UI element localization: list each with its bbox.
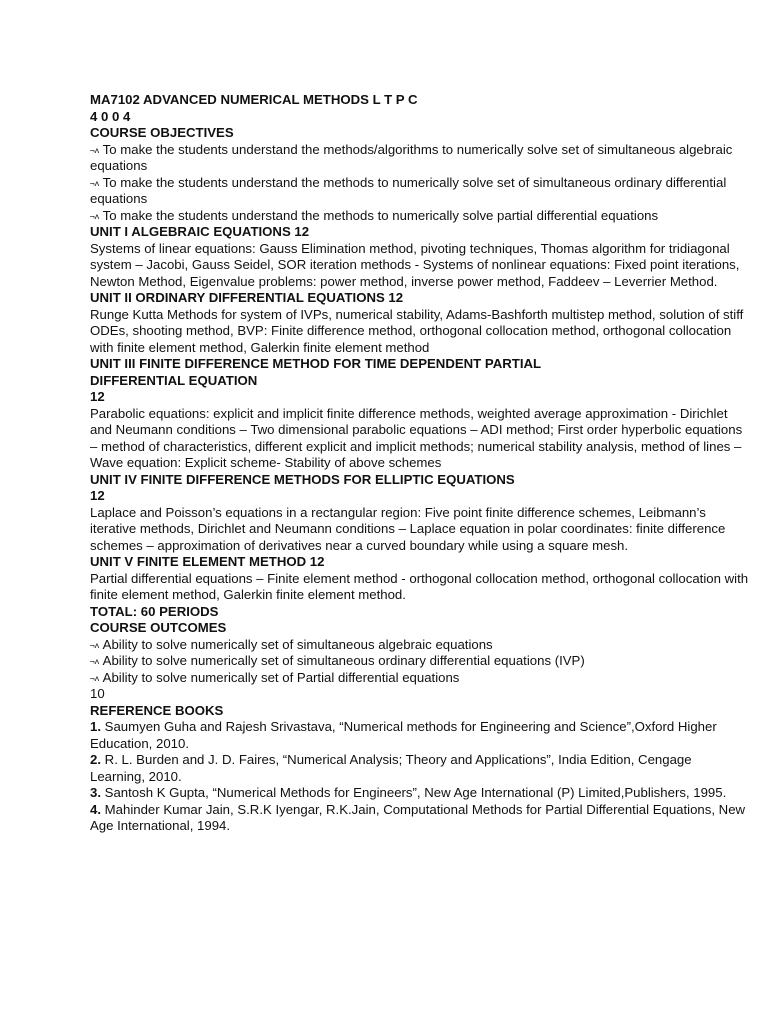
outcome-item xyxy=(90,637,750,654)
outcome-item xyxy=(90,670,750,687)
unit-body: Parabolic equations: explicit and implicit finite difference methods, weighted average approximation - Dirichlet and Neumann conditions – Two dimensional parabolic equations – ADI method; First order hyperbolic equations – method of characteristics, different explicit and implicit methods; numerical stability analysis, method of lines – Wave equation: Explicit scheme- Stability of above schemes xyxy=(90,405,743,470)
unit-body: Systems of linear equations: Gauss Elimination method, pivoting techniques, Thomas algorithm for tridiagonal system – Jacobi, Gauss Seidel, SOR iteration methods - Systems of nonlinear equations: Fixed point iterations, Newton Method, Eigenvalue problems: power method, inverse power method, Faddeev – Leverrier Method. xyxy=(90,240,740,289)
reference-item xyxy=(90,785,750,802)
outcome-text: Ability to solve numerically set of Partial differential equations xyxy=(102,669,460,685)
reference-item xyxy=(90,752,750,785)
bullet-icon: ¬ʌ xyxy=(89,211,100,221)
objective-text: To make the students understand the methods/algorithms to numerically solve set of simultaneous algebraic equations xyxy=(90,141,733,173)
reference-text: Mahinder Kumar Jain, S.R.K Iyengar, R.K.Jain, Computational Methods for Partial Differential Equations, New Age International, 1994. xyxy=(90,801,746,833)
bullet-icon: ¬ʌ xyxy=(89,673,100,683)
reference-number: 1. xyxy=(90,719,101,734)
bullet-icon: ¬ʌ xyxy=(89,178,100,188)
ltpc-values: 4 0 0 4 xyxy=(90,108,131,124)
outcome-text: Ability to solve numerically set of simultaneous algebraic equations xyxy=(102,636,493,652)
bullet-icon: ¬ʌ xyxy=(89,145,100,155)
unit-heading: UNIT IV FINITE DIFFERENCE METHODS FOR ELLIPTIC EQUATIONS xyxy=(90,471,515,487)
bullet-icon: ¬ʌ xyxy=(89,640,100,650)
total-periods: TOTAL: 60 PERIODS xyxy=(90,603,219,619)
reference-number: 3. xyxy=(90,785,101,800)
reference-number: 4. xyxy=(90,801,101,817)
unit-hours: 12 xyxy=(90,488,105,503)
objective-text: To make the students understand the methods to numerically solve set of simultaneous ordinary differential equations xyxy=(90,174,727,206)
outcome-item xyxy=(90,653,750,670)
objective-item xyxy=(90,142,750,175)
objective-item xyxy=(90,175,750,208)
unit-body: Laplace and Poisson’s equations in a rectangular region: Five point finite difference schemes, Leibmann’s iterative methods, Dirichlet and Neumann conditions – Laplace equation in polar coordinates: finite difference schemes – approximation of derivatives near a curved boundary while using a square mesh. xyxy=(90,504,726,553)
reference-text: Santosh K Gupta, “Numerical Methods for Engineers”, New Age International (P) Limited,Publishers, 1995. xyxy=(104,785,727,800)
objective-item xyxy=(90,208,750,225)
unit-heading: UNIT II ORDINARY DIFFERENTIAL EQUATIONS 12 xyxy=(90,290,404,305)
objectives-heading: COURSE OBJECTIVES xyxy=(90,125,234,140)
objective-text: To make the students understand the methods to numerically solve partial differential equations xyxy=(102,207,659,223)
reference-item xyxy=(90,802,750,835)
unit-body: Runge Kutta Methods for system of IVPs, numerical stability, Adams-Bashforth multistep method, solution of stiff ODEs, shooting method, BVP: Finite difference method, orthogonal collocation method, orthogonal collocation with finite element method, Galerkin finite element method xyxy=(90,306,744,355)
references-heading: REFERENCE BOOKS xyxy=(90,702,224,718)
bullet-icon: ¬ʌ xyxy=(89,657,100,666)
syllabus-page xyxy=(90,92,750,835)
unit-heading: UNIT III FINITE DIFFERENCE METHOD FOR TIME DEPENDENT PARTIAL DIFFERENTIAL EQUATION xyxy=(90,356,541,388)
page-number: 10 xyxy=(90,686,105,701)
reference-text: Saumyen Guha and Rajesh Srivastava, “Numerical methods for Engineering and Science”,Oxford Higher Education, 2010. xyxy=(90,719,717,751)
reference-text: R. L. Burden and J. D. Faires, “Numerical Analysis; Theory and Applications”, India Edition, Cengage Learning, 2010. xyxy=(90,752,692,784)
reference-item xyxy=(90,719,750,752)
course-title: MA7102 ADVANCED NUMERICAL METHODS L T P C xyxy=(90,92,418,107)
unit-hours: 12 xyxy=(90,389,105,404)
outcomes-heading: COURSE OUTCOMES xyxy=(90,620,227,635)
unit-heading: UNIT I ALGEBRAIC EQUATIONS 12 xyxy=(90,224,310,239)
unit-heading: UNIT V FINITE ELEMENT METHOD 12 xyxy=(90,554,325,569)
reference-number: 2. xyxy=(90,752,101,767)
unit-body: Partial differential equations – Finite element method - orthogonal collocation method, orthogonal collocation with finite element method, Galerkin finite element method. xyxy=(90,570,749,602)
outcome-text: Ability to solve numerically set of simultaneous ordinary differential equations (IVP) xyxy=(102,653,585,668)
